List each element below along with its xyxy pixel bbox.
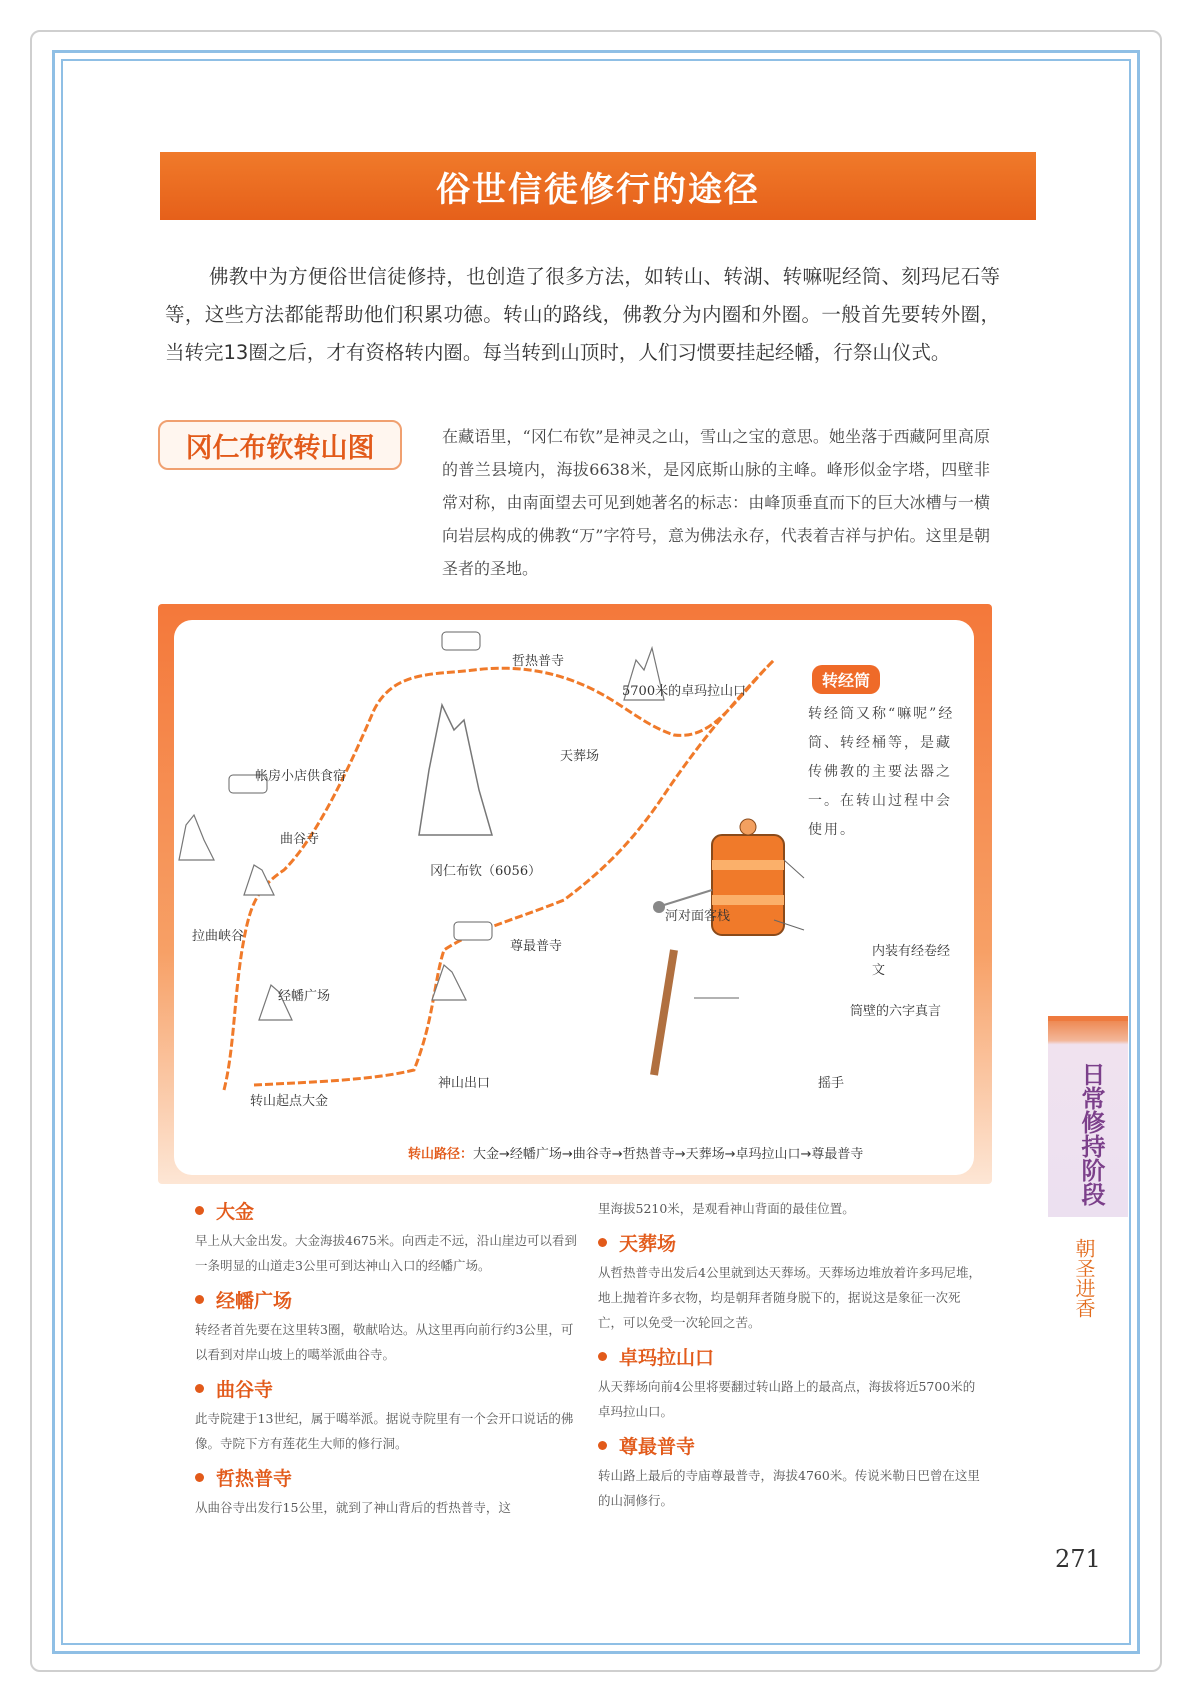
bullet-icon xyxy=(195,1384,204,1393)
item-title: 大金 xyxy=(216,1201,255,1223)
bullet-icon xyxy=(195,1295,204,1304)
map-label-zunzui: 尊最普寺 xyxy=(510,939,563,954)
item-text: 转经者首先要在这里转3圈，敬献哈达。从这里再向前行约3公里，可以看到对岸山坡上的噶举派曲谷寺。 xyxy=(195,1322,574,1362)
route-label: 转山路径： xyxy=(408,1147,474,1162)
bullet-icon xyxy=(598,1441,607,1450)
list-item xyxy=(195,1286,580,1367)
right-column xyxy=(598,1197,983,1521)
continuation-text: 里海拔5210米，是观看神山背面的最佳位置。 xyxy=(598,1201,855,1216)
map-label-zherepu: 哲热普寺 xyxy=(512,654,565,669)
list-item xyxy=(195,1464,580,1520)
item-text: 从哲热普寺出发后4公里就到达天葬场。天葬场边堆放着许多玛尼堆，地上抛着许多衣物，均是朝拜者随身脱下的，据说这是象征一次死亡，可以免受一次轮回之苦。 xyxy=(598,1265,981,1330)
bullet-icon xyxy=(195,1473,204,1482)
small-peak-drawing xyxy=(244,865,274,895)
map-label-tent: 帐房小店供食宿 xyxy=(255,769,347,784)
intro-paragraph: 佛教中为方便俗世信徒修持，也创造了很多方法，如转山、转湖、转嘛呢经筒、刻玛尼石等等，这些方法都能帮助他们积累功德。转山的路线，佛教分为内圈和外圈。一般首先要转外圈，当转完13圈之后，才有资格转内圈。每当转到山顶时，人们习惯要挂起经幡，行祭山仪式。 xyxy=(165,265,1000,364)
chapter-tab-title: 日常修持阶段 xyxy=(1077,1062,1105,1206)
list-item xyxy=(598,1229,983,1335)
item-text: 早上从大金出发。大金海拔4675米。向西走不远，沿山崖边可以看到一条明显的山道走3公里可到达神山入口的经幡广场。 xyxy=(195,1233,577,1273)
list-item xyxy=(195,1375,580,1456)
item-title: 哲热普寺 xyxy=(216,1468,293,1490)
item-title: 曲谷寺 xyxy=(216,1379,274,1401)
map-label-handle: 摇手 xyxy=(818,1076,845,1091)
bullet-icon xyxy=(598,1352,607,1361)
chapter-subtitle: 朝圣进香 xyxy=(1072,1238,1096,1318)
map-label-laqu: 拉曲峡谷 xyxy=(192,929,245,944)
item-title: 尊最普寺 xyxy=(619,1436,696,1458)
bullet-icon xyxy=(598,1238,607,1247)
list-item xyxy=(195,1197,580,1278)
map-label-tianzang: 天葬场 xyxy=(560,749,600,764)
page-title: 俗世信徒修行的途径 xyxy=(160,152,1036,220)
section-title: 冈仁布钦转山图 xyxy=(158,420,402,470)
page-number: 271 xyxy=(1055,1545,1101,1573)
map-label-exit: 神山出口 xyxy=(438,1076,491,1091)
small-peak-drawing xyxy=(432,965,466,1000)
prayer-wheel-description: 转经筒又称“嘛呢”经筒、转经桶等，是藏传佛教的主要法器之一。在转山过程中会使用。 xyxy=(808,706,955,838)
route-text: 大金→经幡广场→曲谷寺→哲热普寺→天葬场→卓玛拉山口→尊最普寺 xyxy=(473,1147,864,1162)
map-label-jingfan: 经幡广场 xyxy=(278,989,331,1004)
item-title: 经幡广场 xyxy=(216,1290,293,1312)
item-title: 天葬场 xyxy=(619,1233,677,1255)
list-item xyxy=(598,1432,983,1513)
pointer-line xyxy=(784,860,804,878)
item-title: 卓玛拉山口 xyxy=(619,1347,715,1369)
kailash-peak-drawing xyxy=(419,705,492,835)
prayer-wheel-tag: 转经筒 xyxy=(812,665,880,694)
item-text: 从天葬场向前4公里将要翻过转山路上的最高点，海拔将近5700米的卓玛拉山口。 xyxy=(598,1379,976,1419)
item-text: 此寺院建于13世纪，属于噶举派。据说寺院里有一个会开口说话的佛像。寺院下方有莲花生大师的修行洞。 xyxy=(195,1411,574,1451)
bullet-icon xyxy=(195,1206,204,1215)
laqu-peak-drawing xyxy=(179,815,214,860)
prayer-wheel-drawing xyxy=(653,819,784,1075)
item-text: 从曲谷寺出发行15公里，就到了神山背后的哲热普寺，这 xyxy=(195,1500,511,1515)
map-label-kailash: 冈仁布钦（6056） xyxy=(430,864,542,879)
route-line xyxy=(408,1143,863,1162)
section-description: 在藏语里，“冈仁布钦”是神灵之山，雪山之宝的意思。她坐落于西藏阿里高原的普兰县境内，海拔6638米，是冈底斯山脉的主峰。峰形似金字塔，四壁非常对称，由南面望去可见到她著名的标志：由峰顶垂直而下的巨大冰槽与一横向岩层构成的佛教“万”字符号，意为佛法永存，代表着吉祥与护佑。这里是朝圣者的圣地。 xyxy=(442,427,990,578)
map-label-pass: 5700米的卓玛拉山口 xyxy=(622,684,747,699)
map-label-inner: 内装有经卷经文 xyxy=(872,944,951,978)
left-column xyxy=(195,1197,580,1528)
map-label-mantra: 筒壁的六字真言 xyxy=(850,1004,942,1019)
map-label-start: 转山起点大金 xyxy=(250,1094,329,1109)
zherepu-temple-icon xyxy=(442,632,480,650)
map-label-hedui: 河对面客栈 xyxy=(665,909,731,924)
item-text: 转山路上最后的寺庙尊最普寺，海拔4760米。传说米勒日巴曾在这里的山洞修行。 xyxy=(598,1468,980,1508)
list-item xyxy=(598,1343,983,1424)
map-label-qugu: 曲谷寺 xyxy=(280,832,320,847)
zunzui-temple-icon xyxy=(454,922,492,940)
